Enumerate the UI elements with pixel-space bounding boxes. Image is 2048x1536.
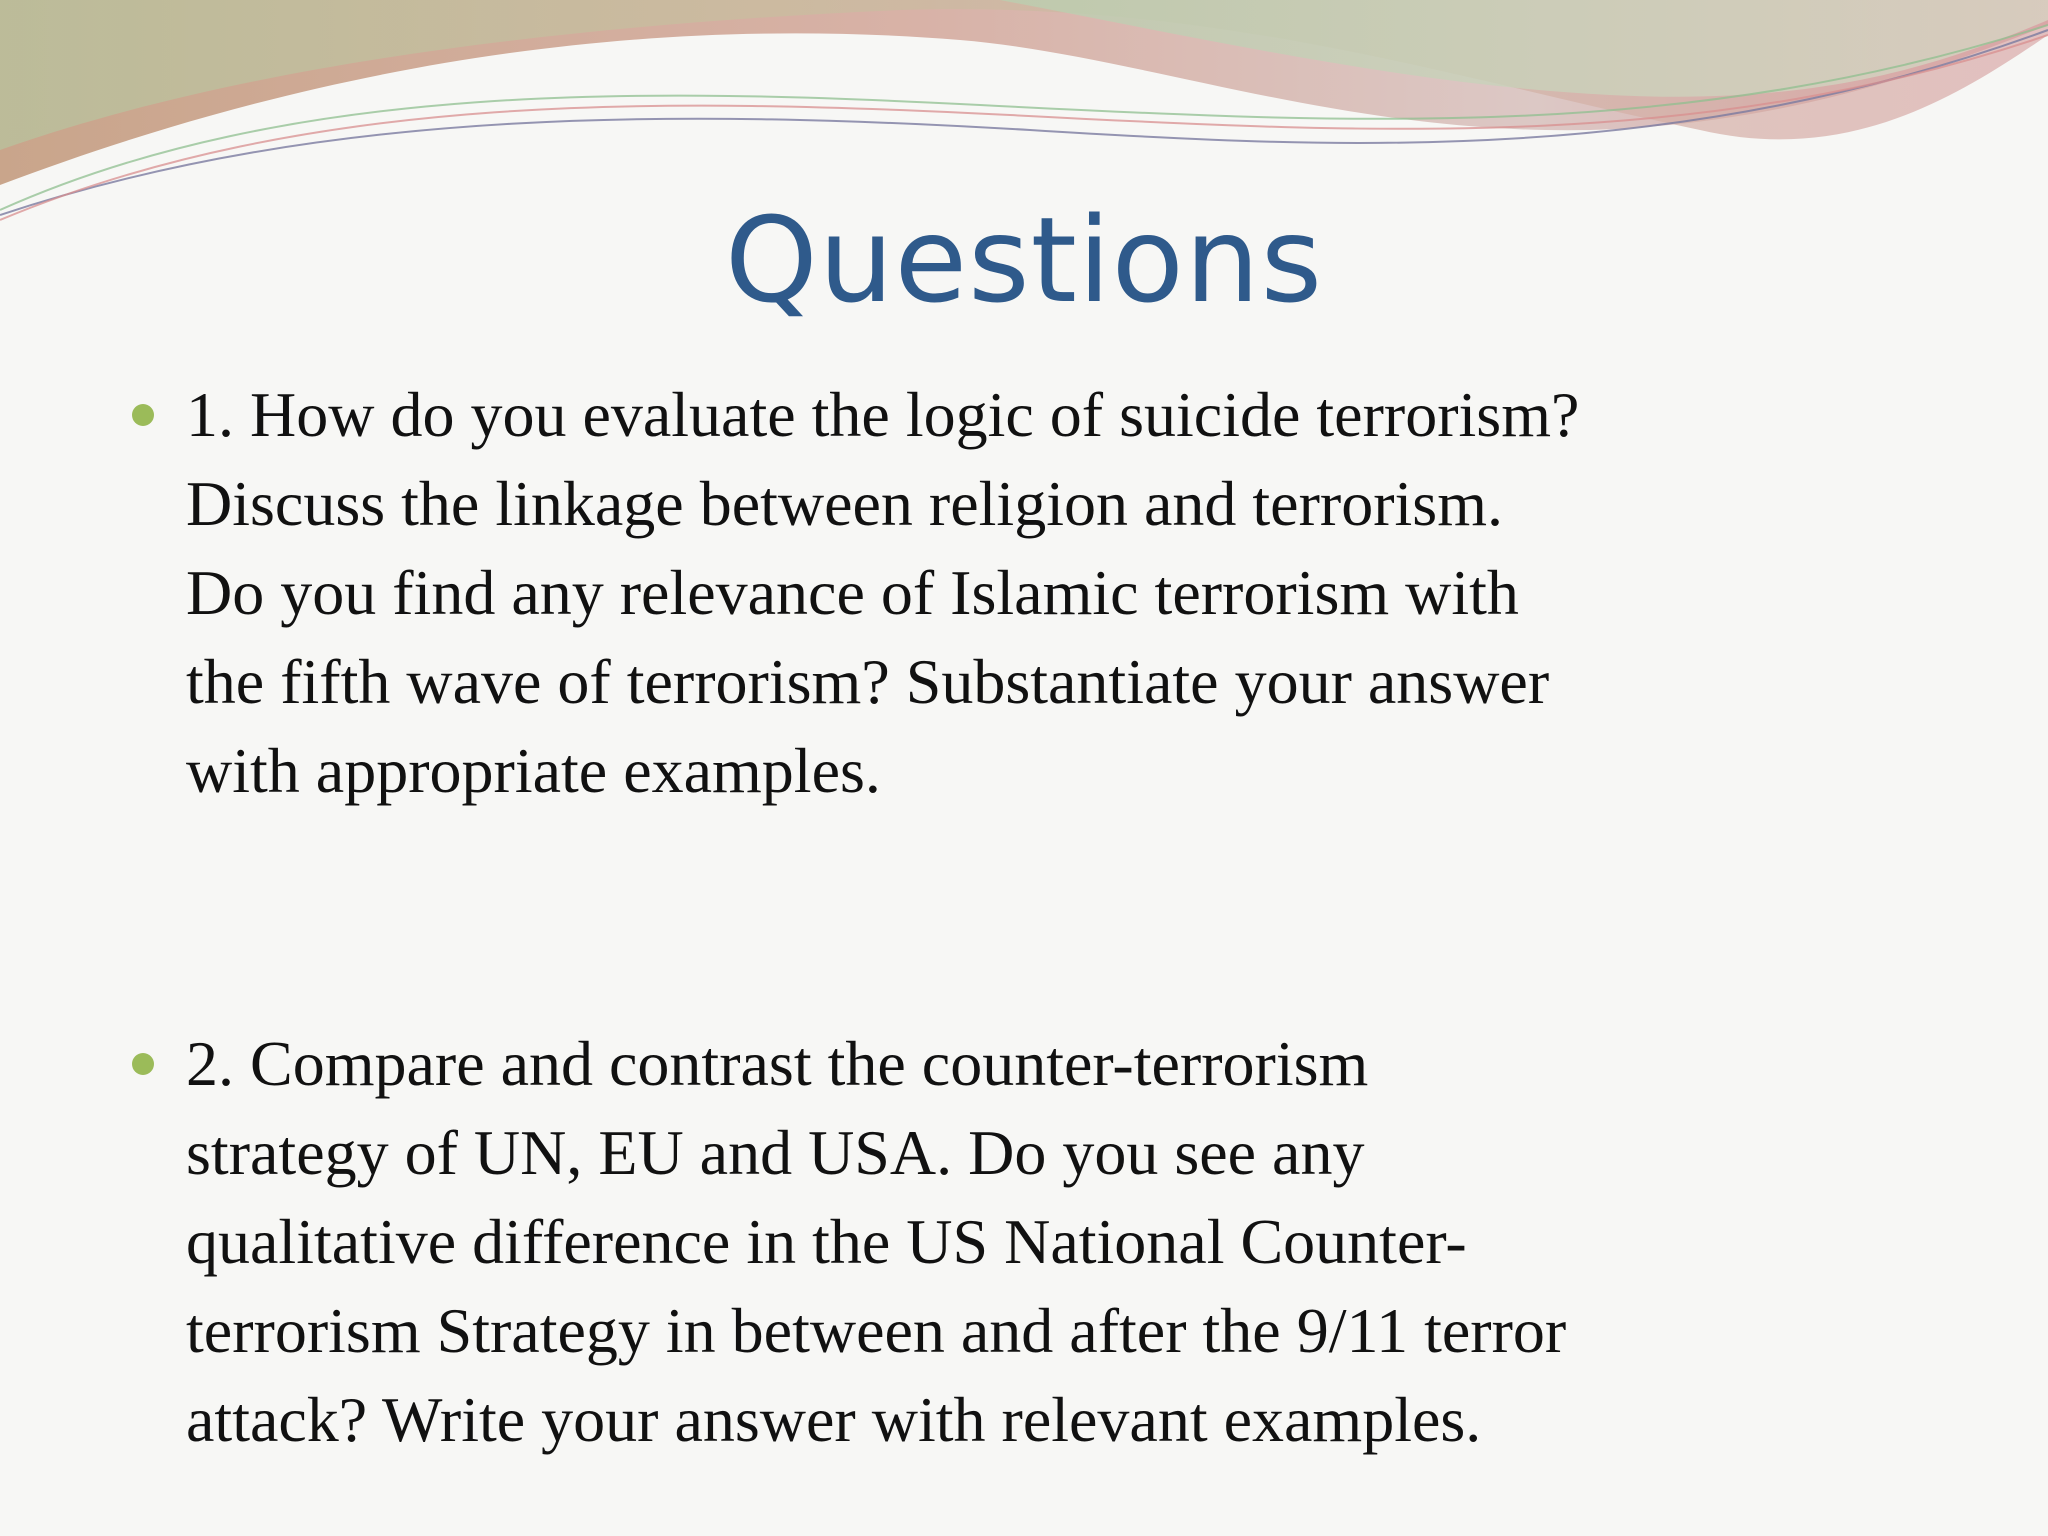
bullet-item	[120, 370, 1950, 815]
bullet-dot-icon	[132, 1053, 154, 1075]
bullet-item	[120, 1019, 1950, 1464]
bullet-list	[120, 370, 1950, 1464]
slide-title: Questions	[724, 191, 1324, 329]
bullet-dot-icon	[132, 404, 154, 426]
bullet-text: 1. How do you evaluate the logic of suicide terrorism? Discuss the linkage between religion and terrorism. Do you find any relevance of Islamic terrorism with the fifth wave of terrorism? Substantiate your answer with appropriate examples.	[186, 379, 1580, 806]
bullet-text: 2. Compare and contrast the counter-terrorism strategy of UN, EU and USA. Do you see any qualitative difference in the US National Counter- terrorism Strategy in between and after the 9/11 terror attack? Write your answer with relevant examples.	[186, 1028, 1567, 1455]
